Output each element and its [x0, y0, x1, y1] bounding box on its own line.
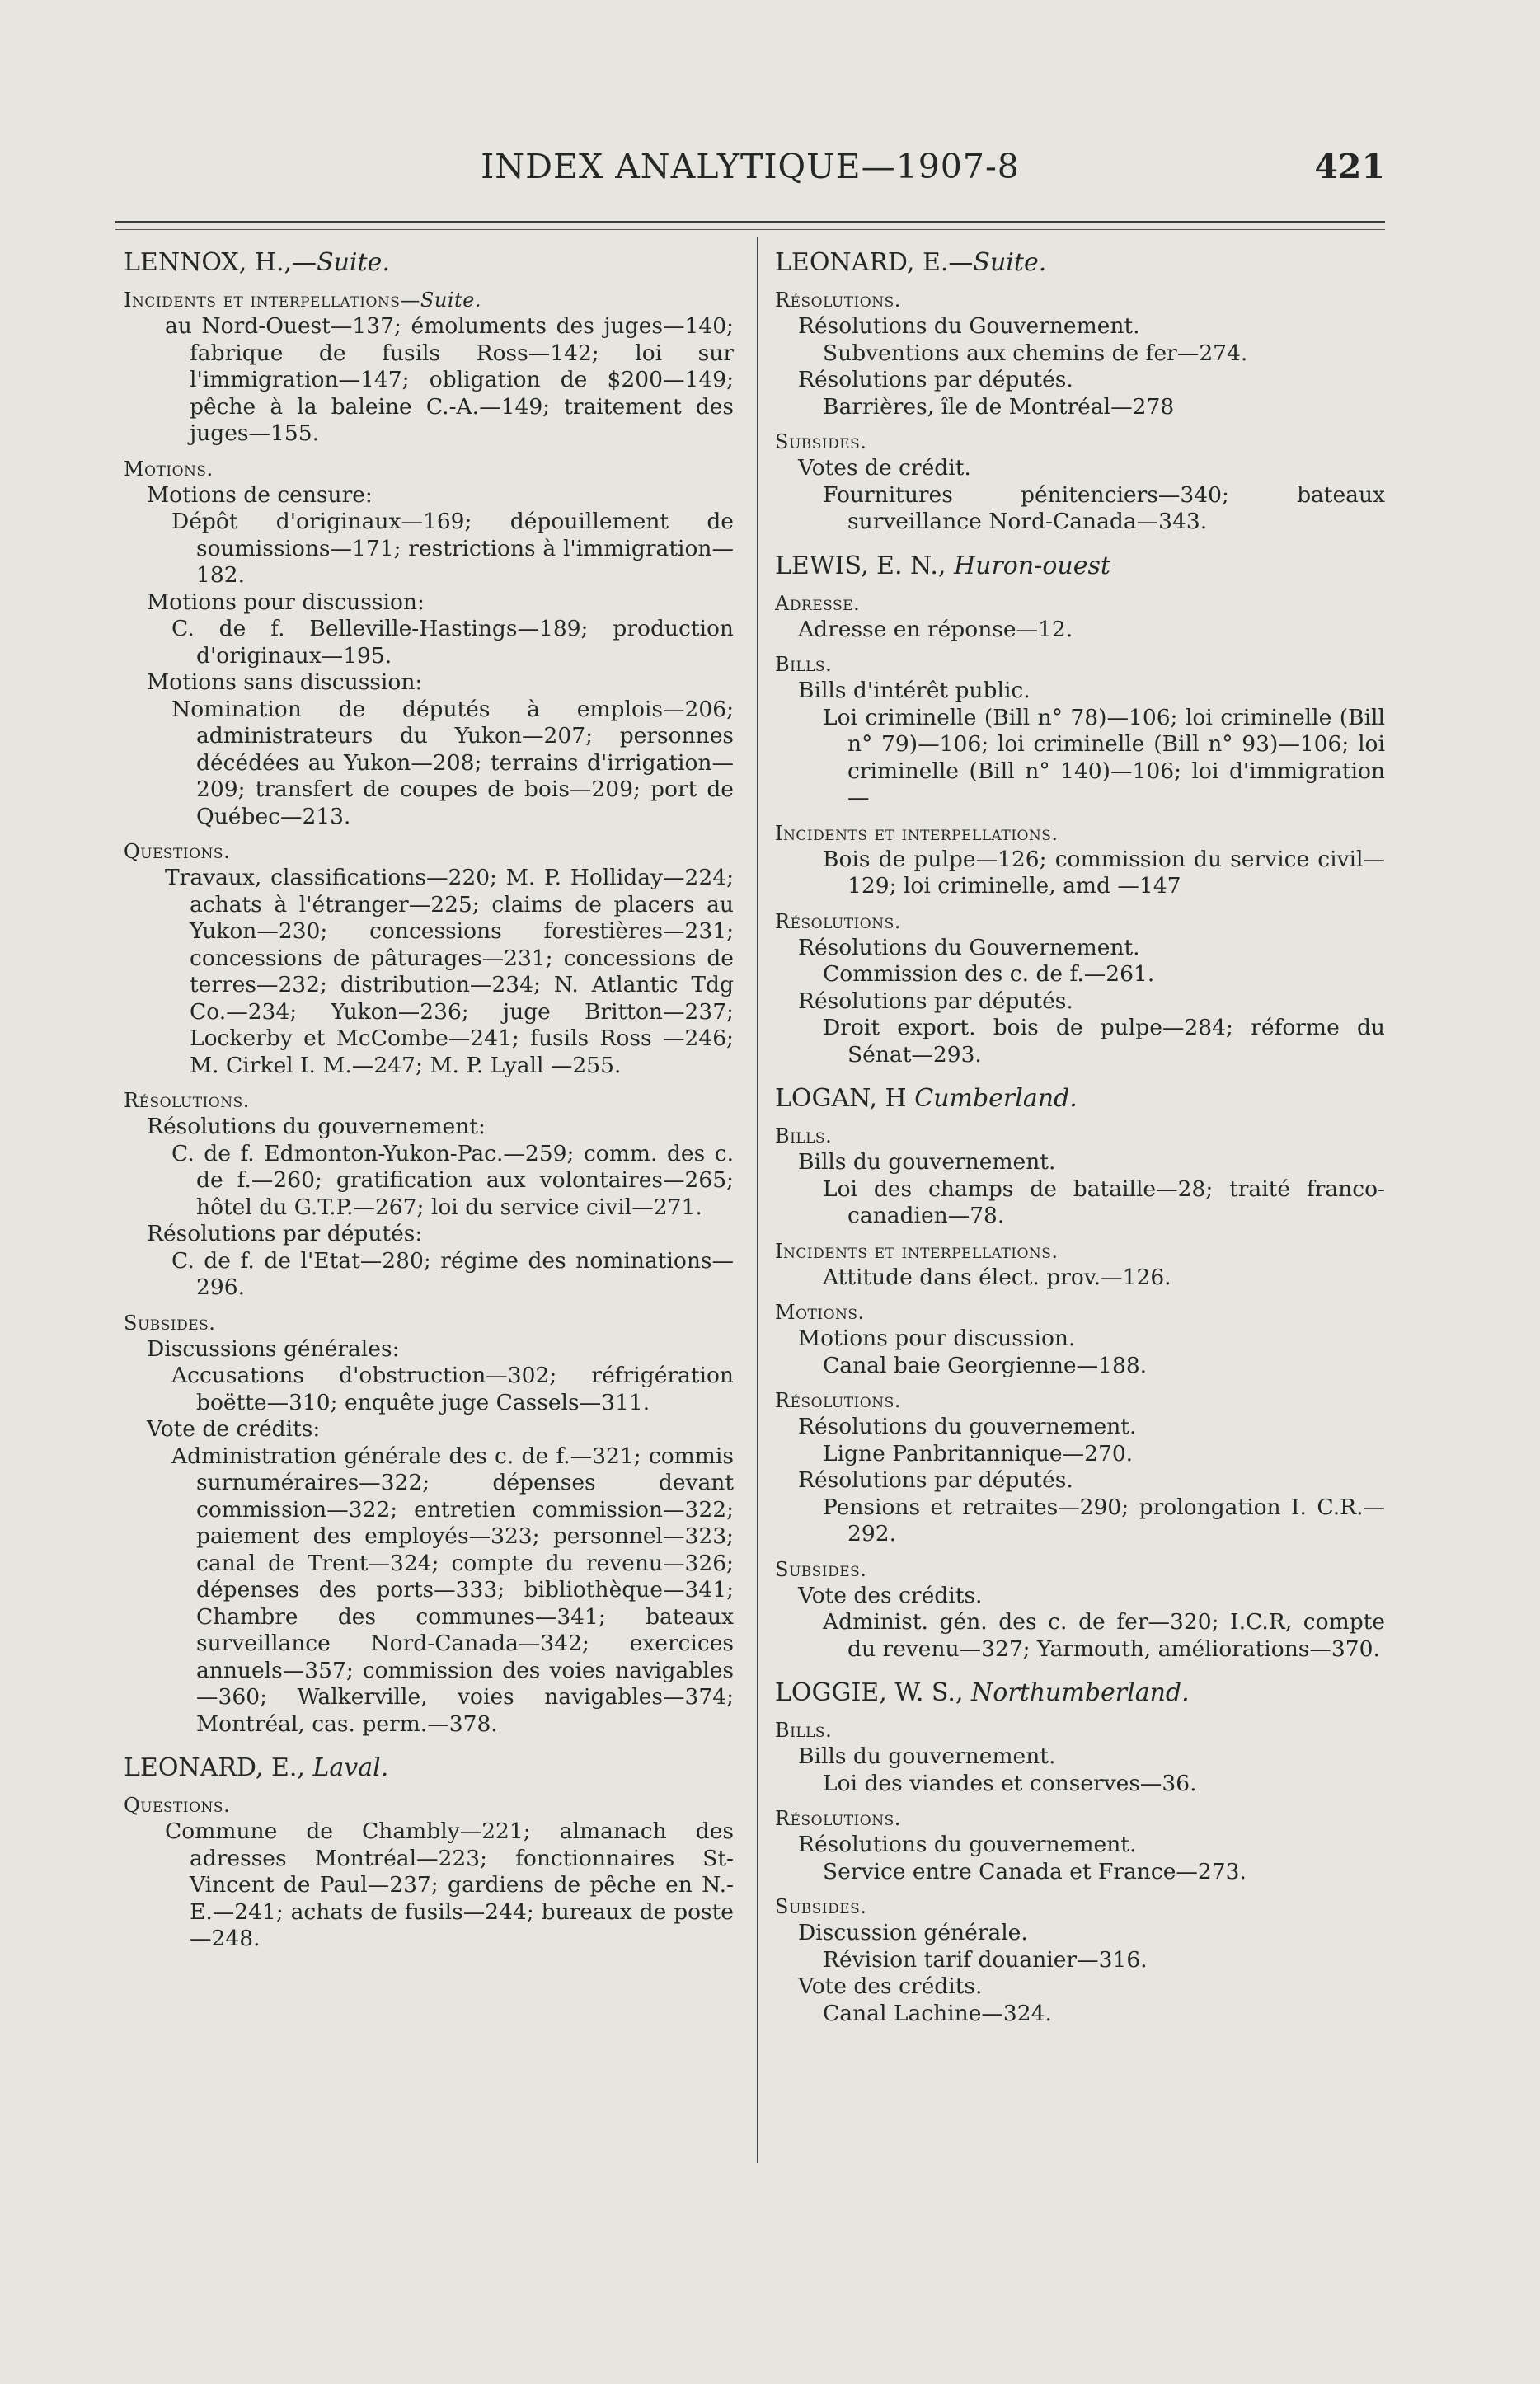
entry-section [775, 1238, 1385, 1292]
entry-section [775, 1123, 1385, 1230]
subsection [775, 988, 1385, 1069]
right-column [775, 247, 1385, 2035]
entry-name [124, 247, 734, 279]
section-heading [124, 1310, 734, 1336]
section-text: Commune de Chambly—221; almanach des adresses Montréal—223; fonctionnaires St-Vincent de Paul—237; gardiens de pêche en N.-E.—241; achats de fusils—244; bureaux de poste—248. [165, 1819, 734, 1951]
page-header [115, 138, 1385, 204]
entry-name [775, 1678, 1385, 1709]
section-heading-text: Incidents et interpellations. [775, 1239, 1059, 1263]
subsection [775, 617, 1385, 644]
header-rule-thick [115, 221, 1385, 223]
entry-name-text: LEONARD, E., [124, 1753, 313, 1782]
entry-name-text: LOGGIE, W. S., [775, 1678, 972, 1707]
entry-section [775, 1299, 1385, 1379]
subsection-text: Accusations d'obstruction—302; réfrigération boëtte—310; enquête juge Cassels—311. [171, 1363, 734, 1415]
section-heading-text: Résolutions. [775, 1807, 901, 1830]
subsection-text: Dépôt d'originaux—169; dépouillement de soumissions—171; restrictions à l'immigration—182. [171, 509, 734, 588]
entry-section [775, 287, 1385, 420]
entry-section [124, 456, 734, 831]
subsection-label: Résolutions par députés. [798, 988, 1073, 1014]
section-heading-text: Résolutions. [775, 289, 901, 312]
subsection-label: Vote de crédits: [147, 1416, 321, 1442]
index-entry [775, 1678, 1385, 2027]
entry-name-suffix: Cumberland. [914, 1084, 1078, 1113]
subsection-text: Subventions aux chemins de fer—274. [823, 340, 1248, 366]
subsection [775, 455, 1385, 536]
section-text: Travaux, classifications—220; M. P. Holliday—224; achats à l'étranger—225; claims de placers au Yukon—230; concessions forestières—231; concessions de pâturages—231; concessions de terres—232; distribution—234; N. Atlantic Tdg Co.—234; Yukon—236; juge Britton—237; Lockerby et McCombe—241; fusils Ross —246; M. Cirkel I. M.—247; M. P. Lyall —255. [165, 865, 734, 1078]
entry-name [775, 247, 1385, 279]
section-heading [775, 590, 1385, 617]
subsection-text: C. de f. de l'Etat—280; régime des nominations—296. [171, 1247, 734, 1300]
subsection-text: Administration générale des c. de f.—321; commis surnuméraires—322; dépenses devant commission—322; entretien commission—322; paiement des employés—323; personnel—323; canal de Trent—324; compte du revenu—326; dépenses des ports—333; bibliothèque—341; Chambre des communes—341; bateaux surveillance Nord-Canada—342; exercices annuels—357; commission des voies navigables—360; Walkerville, voies navigables—374; Montréal, cas. perm.—378. [171, 1443, 734, 1737]
subsection [124, 482, 734, 589]
section-heading-text: Incidents et interpellations. [775, 821, 1059, 845]
entry-name-suffix: Huron-ouest [953, 551, 1110, 580]
subsection-label: Résolutions du gouvernement: [147, 1114, 486, 1139]
entry-name [124, 1753, 734, 1784]
subsection-label: Résolutions par députés. [798, 1467, 1073, 1493]
section-heading-text: Adresse. [775, 591, 861, 615]
subsection-text: Fournitures pénitenciers—340; bateaux surveillance Nord-Canada—343. [823, 481, 1385, 534]
subsection-label: Résolutions du Gouvernement. [798, 313, 1140, 339]
entry-section [775, 1556, 1385, 1664]
subsection-text: Bois de pulpe—126; commission du service civil—129; loi criminelle, amd —147 [823, 846, 1385, 899]
subsection-label: Discussions générales: [147, 1335, 400, 1362]
section-heading-text: Motions. [124, 457, 214, 481]
section-heading [775, 651, 1385, 678]
subsection [775, 1832, 1385, 1885]
section-heading [124, 838, 734, 865]
entry-name-text: LEWIS, E. N., [775, 551, 954, 580]
subsection-label: Résolutions par députés: [147, 1221, 423, 1246]
subsection-text: Ligne Panbritannique—270. [823, 1440, 1134, 1467]
entry-section [124, 838, 734, 1079]
subsection-text: Barrières, île de Montréal—278 [823, 393, 1175, 420]
subsection-label: Résolutions par députés. [798, 367, 1073, 392]
subsection-label: Vote des crédits. [798, 1973, 983, 1999]
subsection-text: C. de f. Belleville-Hastings—189; production d'originaux—195. [171, 616, 734, 669]
subsection [124, 589, 734, 670]
index-entry [775, 247, 1385, 536]
entry-section [775, 651, 1385, 812]
entry-name-suffix: Laval. [312, 1753, 389, 1782]
subsection-text: Pensions et retraites—290; prolongation I. C.R.—292. [823, 1494, 1385, 1546]
index-entry [124, 1753, 734, 1953]
section-heading-text: Motions. [775, 1301, 865, 1324]
subsection [775, 1467, 1385, 1548]
header-rule-thin [115, 229, 1385, 230]
entry-section [124, 287, 734, 448]
section-heading-text: Bills. [775, 1124, 833, 1147]
section-heading [124, 1792, 734, 1819]
section-heading [775, 1805, 1385, 1832]
page-title: INDEX ANALYTIQUE—1907-8 [481, 147, 1020, 186]
section-heading [124, 456, 734, 482]
section-heading [124, 1087, 734, 1114]
entry-section [124, 1792, 734, 1953]
subsection-text: Attitude dans élect. prov.—126. [823, 1264, 1171, 1290]
subsection-label: Résolutions du gouvernement. [798, 1414, 1137, 1439]
section-heading-text: Questions. [124, 840, 231, 863]
section-heading [775, 1556, 1385, 1583]
section-heading [775, 1387, 1385, 1414]
subsection-text: Loi des viandes et conserves—36. [823, 1770, 1197, 1796]
section-heading-text: Bills. [775, 1719, 833, 1742]
entry-name-text: LOGAN, H [775, 1084, 915, 1113]
subsection-text: Administ. gén. des c. de fer—320; I.C.R, compte du revenu—327; Yarmouth, améliorations—370. [823, 1609, 1385, 1662]
subsection-label: Adresse en réponse—12. [798, 616, 1073, 642]
section-heading [775, 820, 1385, 847]
subsection-label: Votes de crédit. [798, 455, 971, 481]
subsection-text: Droit export. bois de pulpe—284; réforme du Sénat—293. [823, 1015, 1385, 1068]
subsection-text: Nomination de députés à emplois—206; administrateurs du Yukon—207; personnes décédées au Yukon—208; terrains d'irrigation—209; transfert de coupes de bois—209; port de Québec—213. [171, 696, 734, 829]
entry-section [775, 1805, 1385, 1885]
subsection-label: Bills d'intérêt public. [798, 678, 1031, 703]
section-heading-text: Subsides. [775, 1895, 867, 1918]
section-heading [775, 1717, 1385, 1743]
subsection [775, 1743, 1385, 1797]
subsection-text: Service entre Canada et France—273. [823, 1858, 1247, 1884]
subsection [775, 935, 1385, 988]
entry-section [775, 1894, 1385, 2027]
section-heading [775, 1894, 1385, 1920]
left-column [124, 247, 734, 1961]
subsection [124, 669, 734, 830]
section-heading-text: Questions. [124, 1794, 231, 1817]
section-heading-text: Subsides. [775, 1557, 867, 1581]
subsection-label: Motions pour discussion. [798, 1326, 1076, 1351]
subsection [124, 1416, 734, 1738]
subsection-text: Commission des c. de f.—261. [823, 961, 1155, 987]
subsection [775, 1583, 1385, 1664]
column-divider [757, 237, 758, 2163]
index-entry [775, 551, 1385, 1069]
entry-section [775, 590, 1385, 644]
entry-name-suffix: Suite. [973, 248, 1047, 277]
section-heading-suffix: Suite. [420, 289, 481, 312]
subsection [775, 1973, 1385, 2027]
subsection [124, 1221, 734, 1302]
entry-section [775, 1717, 1385, 1797]
section-heading-text: Subsides. [124, 1311, 216, 1335]
subsection-label: Résolutions du gouvernement. [798, 1832, 1137, 1857]
section-heading [775, 1238, 1385, 1265]
subsection-text: Révision tarif douanier—316. [823, 1946, 1148, 1973]
entry-name-text: LENNOX, H.,— [124, 248, 317, 277]
page-number: 421 [1314, 147, 1385, 186]
entry-section [775, 820, 1385, 900]
subsection-text: C. de f. Edmonton-Yukon-Pac.—259; comm. des c. de f.—260; gratification aux volontaires—265; hôtel du G.T.P.—267; loi du service civil—271. [171, 1140, 734, 1220]
entry-section [775, 908, 1385, 1069]
subsection [775, 1265, 1385, 1292]
subsection-label: Bills du gouvernement. [798, 1149, 1056, 1175]
section-heading-text: Incidents et interpellations— [124, 289, 420, 312]
subsection-text: Canal Lachine—324. [823, 2000, 1052, 2026]
subsection-label: Motions de censure: [147, 481, 373, 508]
entry-name [775, 1083, 1385, 1115]
index-entry [775, 1083, 1385, 1663]
section-text: au Nord-Ouest—137; émoluments des juges—140; fabrique de fusils Ross—142; loi sur l'immigration—147; obligation de $200—149; pêche à la baleine C.-A.—149; traitement des juges—155. [165, 313, 734, 446]
entry-name-text: LEONARD, E.— [775, 248, 974, 277]
entry-section [124, 1310, 734, 1739]
subsection [124, 1336, 734, 1417]
subsection [124, 1114, 734, 1221]
subsection-label: Motions sans discussion: [147, 669, 423, 695]
subsection-label: Discussion générale. [798, 1920, 1028, 1945]
section-heading-text: Subsides. [775, 430, 867, 453]
entry-name-suffix: Suite. [317, 248, 390, 277]
subsection [775, 1414, 1385, 1467]
section-heading-text: Résolutions. [775, 909, 901, 933]
index-entry [124, 247, 734, 1738]
subsection-label: Vote des crédits. [798, 1582, 983, 1608]
subsection [775, 1920, 1385, 1973]
subsection-text: Canal baie Georgienne—188. [823, 1352, 1148, 1378]
subsection [775, 1149, 1385, 1230]
section-heading-text: Résolutions. [775, 1389, 901, 1412]
section-heading [775, 1299, 1385, 1326]
subsection [775, 847, 1385, 900]
entry-section [775, 1387, 1385, 1548]
section-heading-text: Résolutions. [124, 1089, 250, 1112]
entry-section [775, 429, 1385, 536]
entry-section [124, 1087, 734, 1302]
subsection-label: Motions pour discussion: [147, 589, 425, 615]
section-heading [124, 287, 734, 313]
subsection [775, 1326, 1385, 1379]
section-heading [775, 287, 1385, 313]
subsection-text: Loi criminelle (Bill n° 78)—106; loi criminelle (Bill n° 79)—106; loi criminelle (Bill n° 93)—106; loi criminelle (Bill n° 140)—106; loi d'immigration— [823, 704, 1385, 810]
section-heading [775, 908, 1385, 935]
subsection-label: Résolutions du Gouvernement. [798, 934, 1140, 960]
subsection-text: Loi des champs de bataille—28; traité franco-canadien—78. [823, 1176, 1385, 1228]
section-heading [775, 429, 1385, 455]
subsection [775, 313, 1385, 367]
subsection [775, 678, 1385, 812]
section-heading-text: Bills. [775, 653, 833, 676]
section-heading [775, 1123, 1385, 1149]
entry-name [775, 551, 1385, 582]
subsection-label: Bills du gouvernement. [798, 1743, 1056, 1769]
entry-name-suffix: Northumberland. [971, 1678, 1190, 1707]
subsection [775, 367, 1385, 420]
